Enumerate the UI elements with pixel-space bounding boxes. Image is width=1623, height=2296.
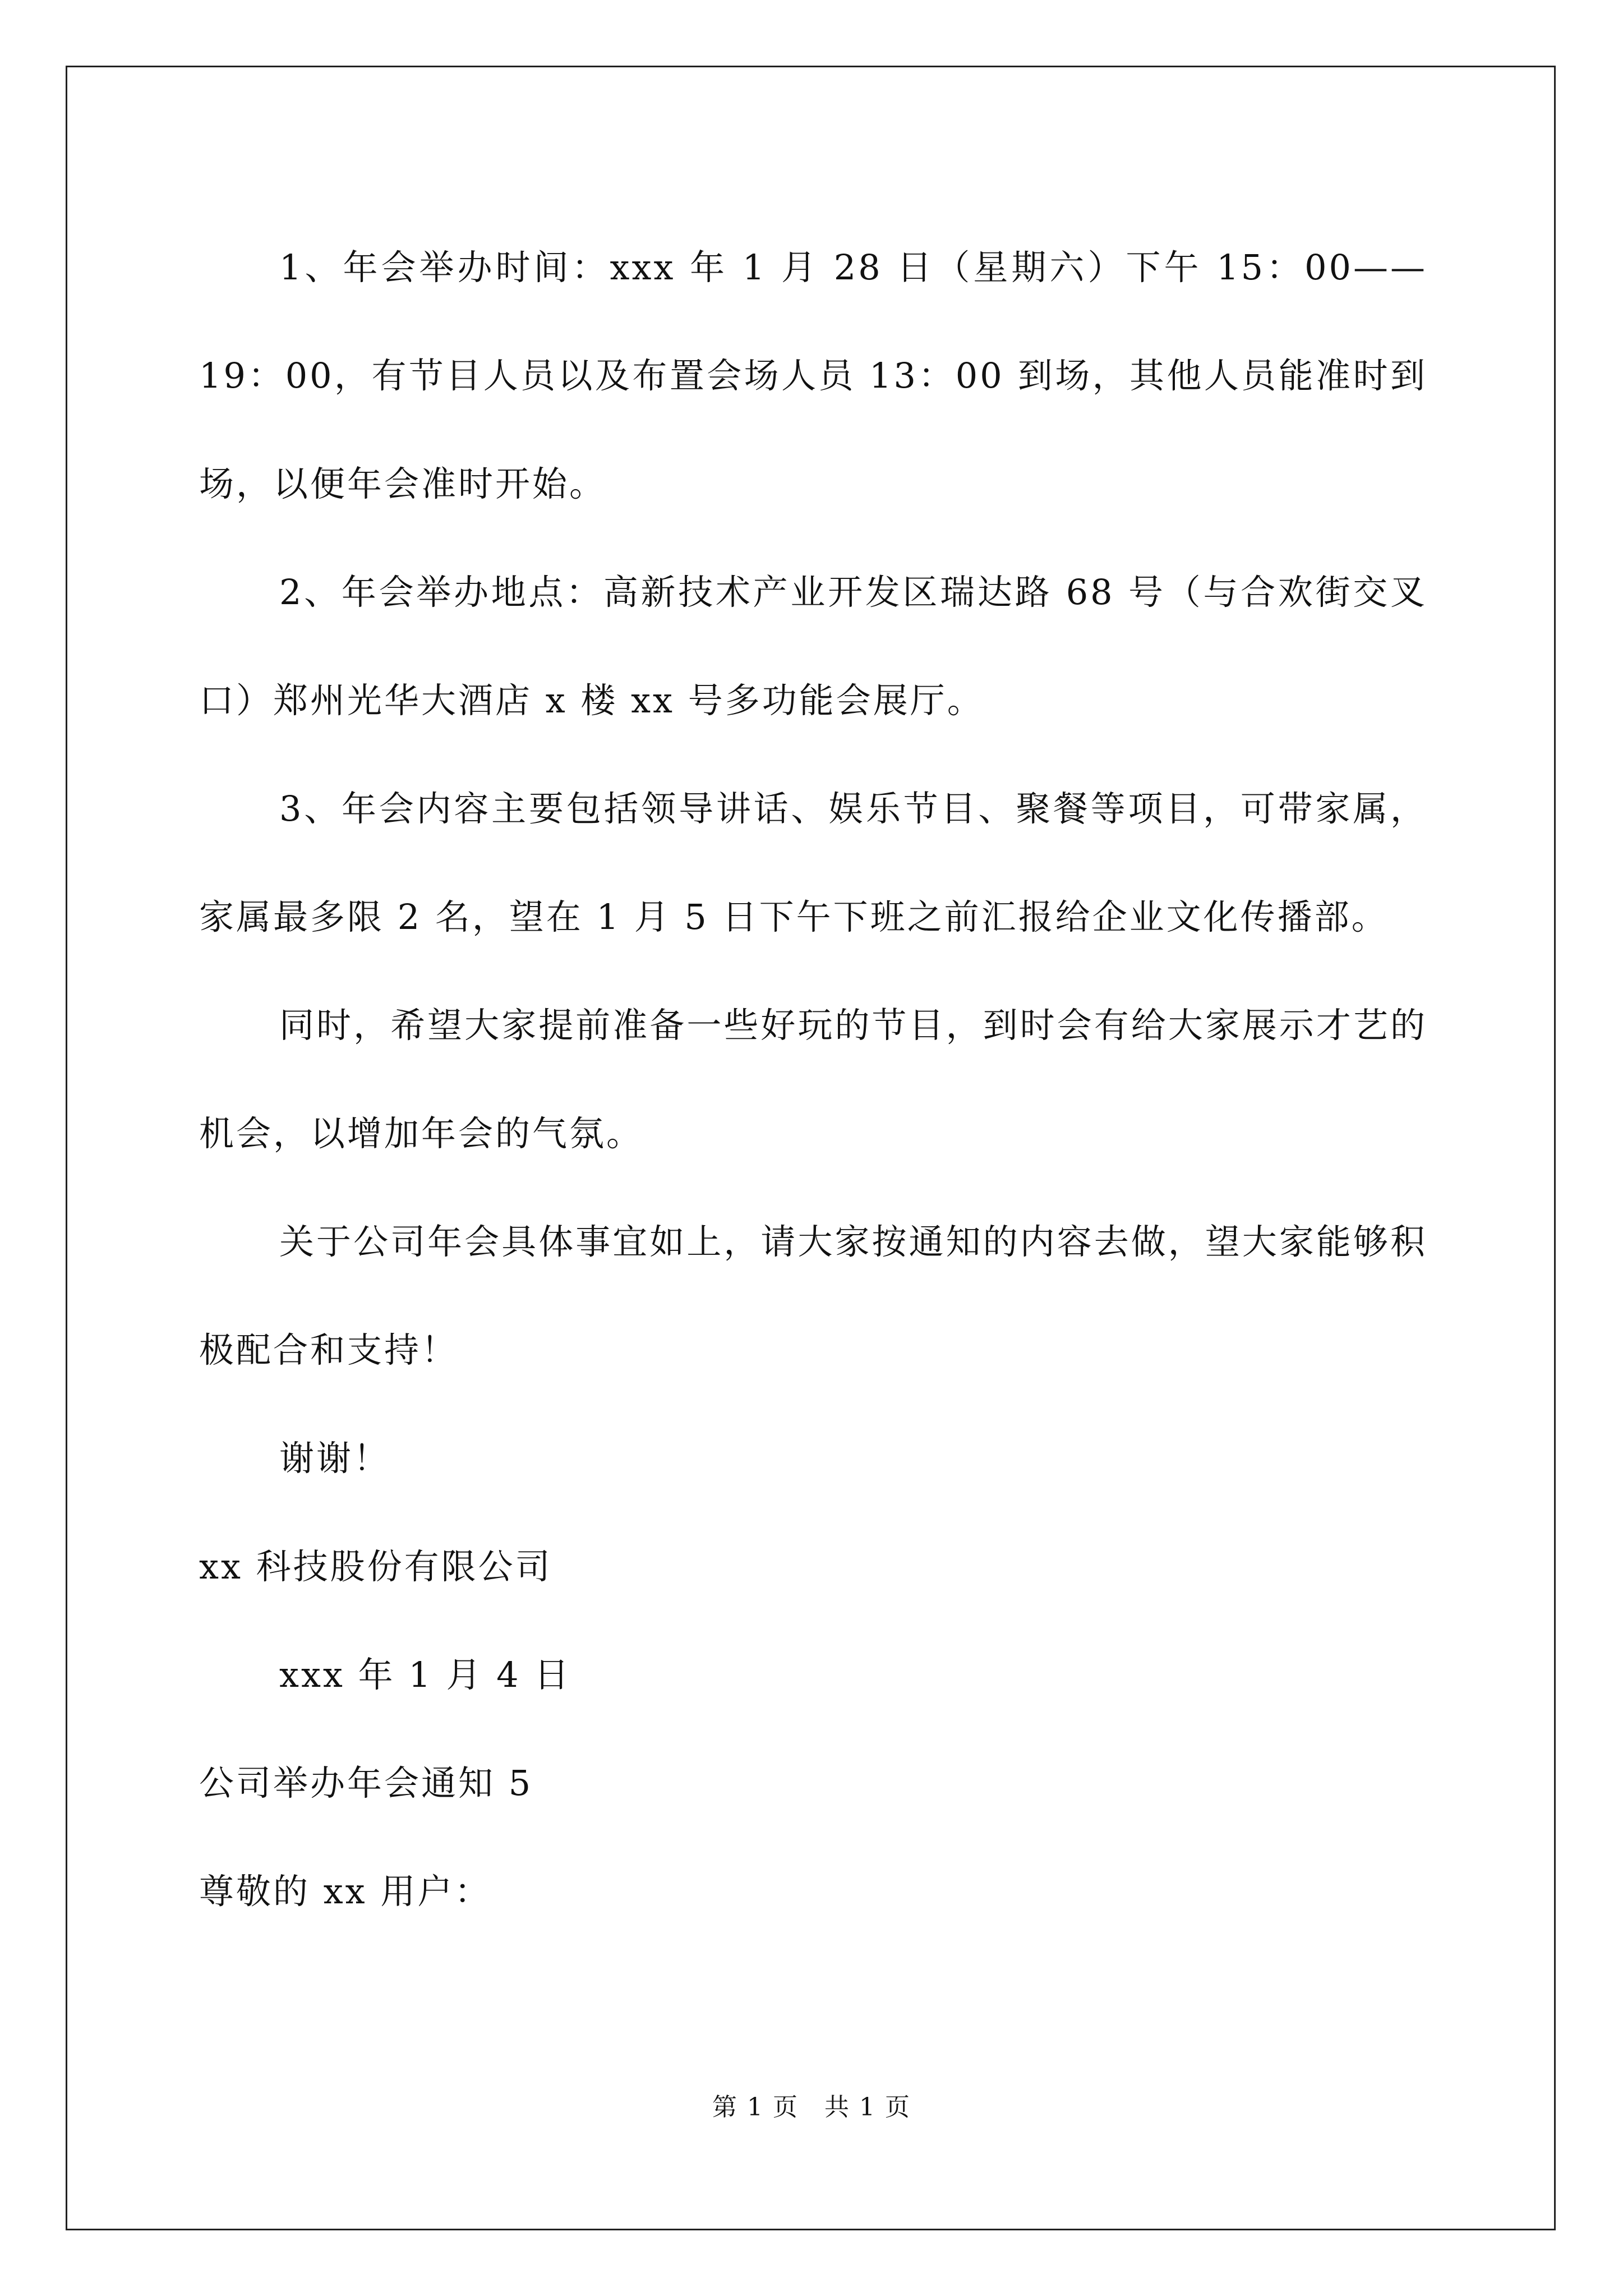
signature-date: xxx 年 1 月 4 日 [279,1654,571,1695]
signature-company: xx 科技股份有限公司 [199,1546,552,1587]
section-title: 公司举办年会通知 5 [199,1763,533,1803]
paragraph-programs: 同时，希望大家提前准备一些好玩的节目，到时会有给大家展示才艺的机会，以增加年会的气氛。 [199,1005,1427,1154]
paragraph-time: 1、年会举办时间：xxx 年 1 月 28 日（星期六）下午 15：00——19：00，有节目人员以及布置会场人员 13：00 到场，其他人员能准时到场，以便年会准时开始。 [199,247,1427,504]
paragraph-content: 3、年会内容主要包括领导讲话、娱乐节目、聚餐等项目，可带家属，家属最多限 2 名，望在 1 月 5 日下午下班之前汇报给企业文化传播部。 [199,788,1427,937]
document-body [199,213,1427,1945]
page-footer [0,2087,1623,2123]
paragraph-closing: 关于公司年会具体事宜如上，请大家按通知的内容去做，望大家能够积极配合和支持！ [199,1221,1427,1370]
paragraph-thanks: 谢谢！ [279,1438,391,1479]
paragraph-location: 2、年会举办地点：高新技术产业开发区瑞达路 68 号（与合欢街交叉口）郑州光华大酒店 x 楼 xx 号多功能会展厅。 [199,572,1427,721]
page-number-total: 共 1 页 [824,2093,911,2122]
page-number-current: 第 1 页 [712,2093,799,2122]
salutation: 尊敬的 xx 用户： [199,1871,492,1912]
